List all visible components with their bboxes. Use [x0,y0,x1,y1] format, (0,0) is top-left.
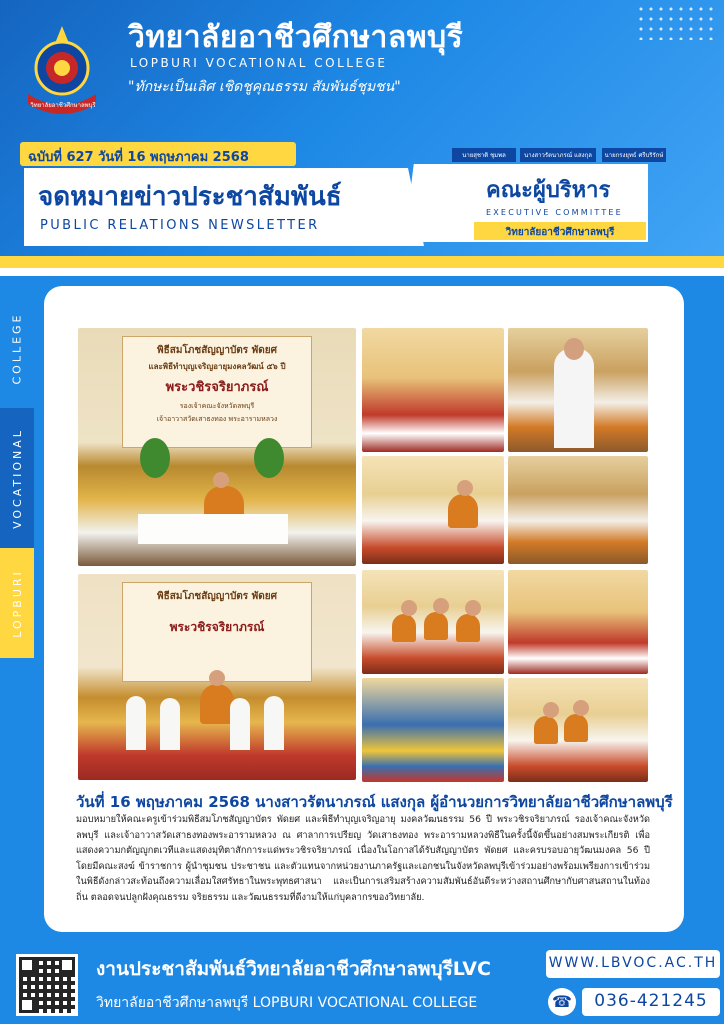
photo-monks-row [362,570,504,674]
executive-title-en: EXECUTIVE COMMITTEE [486,208,623,217]
website-link[interactable]: WWW.LBVOC.AC.TH [546,950,720,978]
side-segment-lopburi: LOPBURI [0,548,34,658]
ceremony-banner: พิธีสมโภชสัญญาบัตร พัดยศ และพิธีทำบุญเจริญอายุมงคลวัฒน์ ๕๖ ปี พระวชิรจริยาภรณ์ รองเจ้าคณะจังหวัดลพบุรี เจ้าอาวาสวัดเสาธงทอง พระอารามหลวง [122,336,312,448]
article-date-line: วันที่ 16 พฤษภาคม 2568 นางสาวรัตนาภรณ์ แสงกุล ผู้อำนวยการวิทยาลัยอาชีวศึกษาลพบุรี [76,793,673,811]
qr-code-icon[interactable] [16,954,78,1016]
executive-caption-1: นายสุชาติ ชุมพล [452,148,516,162]
executive-subtitle: วิทยาลัยอาชีวศึกษาลพบุรี [474,222,646,240]
college-name-th: วิทยาลัยอาชีวศึกษาลพบุรี [128,20,464,55]
photo-college-delegation [78,574,356,780]
side-segment-college: COLLEGE [0,288,34,408]
college-name-en: LOPBURI VOCATIONAL COLLEGE [130,56,388,70]
newsletter-title-th: จดหมายข่าวประชาสัมพันธ์ [38,182,342,212]
ceremony-banner-2: พิธีสมโภชสัญญาบัตร พัดยศ พระวชิรจริยาภรณ์ [122,582,312,682]
photo-audience [508,570,648,674]
newsletter-title-en: PUBLIC RELATIONS NEWSLETTER [40,218,320,233]
executive-caption-2: นางสาวรัตนาภรณ์ แสงกุล [520,148,596,162]
college-motto: "ทักษะเป็นเลิศ เชิดชูคุณธรรม สัมพันธ์ชุมชน" [128,79,401,95]
footer-college-line: วิทยาลัยอาชีวศึกษาลพบุรี LOPBURI VOCATIONAL COLLEGE [96,995,478,1011]
executive-caption-3: นายกรงยุทธ์ ศรีบริรักษ์ [602,148,666,162]
side-label [0,288,34,888]
photo-offering-1 [362,456,504,564]
header-stripe-white [0,268,724,276]
article-body: มอบหมายให้คณะครูเข้าร่วมพิธีสมโภชสัญญาบัตร พัดยศ และพิธีทำบุญเจริญอายุ มงคลวัฒนธรรม 56 ปี พระวชิรจริยาภรณ์ รองเจ้าคณะจังหวัดลพบุรี และเจ้าอาวาสวัดเสาธงทองพระอารามหลวง ณ ศาลาการเปรียญ วัดเสาธงทอง พระอารามหลวงพิธีในครั้งนี้จัดขึ้นอย่างสมพระเกียรติ เพื่อแสดงความกตัญญูกตเวทีและแสดงมุทิตาสักการะแด่พระวชิรจริยาภรณ์ เนื่องในโอกาสได้รับสัญญาบัตร พัดยศ และครบรอบอายุวัฒนมงคล 56 ปี โดยมีคณะสงฆ์ ข้าราชการ ผู้นำชุมชน ประชาชน และตัวแทนจากหน่วยงานภาครัฐและเอกชนในจังหวัดลพบุรีเข้าร่วมอย่างพร้อมเพรียงการเข้าร่วมในพิธีดังกล่าวสะท้อนถึงความเลื่อมใสศรัทธาในพระพุทธศาสนา และเป็นการเสริมสร้างความสัมพันธ์อันดีระหว่างสถานศึกษากับศาสนสถานในท้องถิ่น ตลอดจนปลูกฝังคุณธรรม จริยธรรม และวัฒนธรรมที่ดีงามให้แก่บุคลากรของวิทยาลัย. [76,814,650,903]
logo-ribbon-text: วิทยาลัยอาชีวศึกษาลพบุรี [30,102,96,109]
side-segment-vocational: VOCATIONAL [0,408,34,548]
photo-hall-ceremony [362,328,504,452]
photo-traditional-dance [362,678,504,782]
photo-ceremony-main [78,328,356,566]
photo-offering-2 [508,456,648,564]
phone-number[interactable]: 036-421245 [582,988,720,1016]
executive-title-th: คณะผู้บริหาร [486,178,611,203]
photo-monks-blessing [508,678,648,782]
decorative-dots [636,4,716,40]
phone-icon: ☎ [548,988,576,1016]
footer-pr-line: งานประชาสัมพันธ์วิทยาลัยอาชีวศึกษาลพบุรีLVC [96,958,491,980]
issue-label: ฉบับที่ 627 วันที่ 16 พฤษภาคม 2568 [20,142,296,166]
photo-official-speech [508,328,648,452]
